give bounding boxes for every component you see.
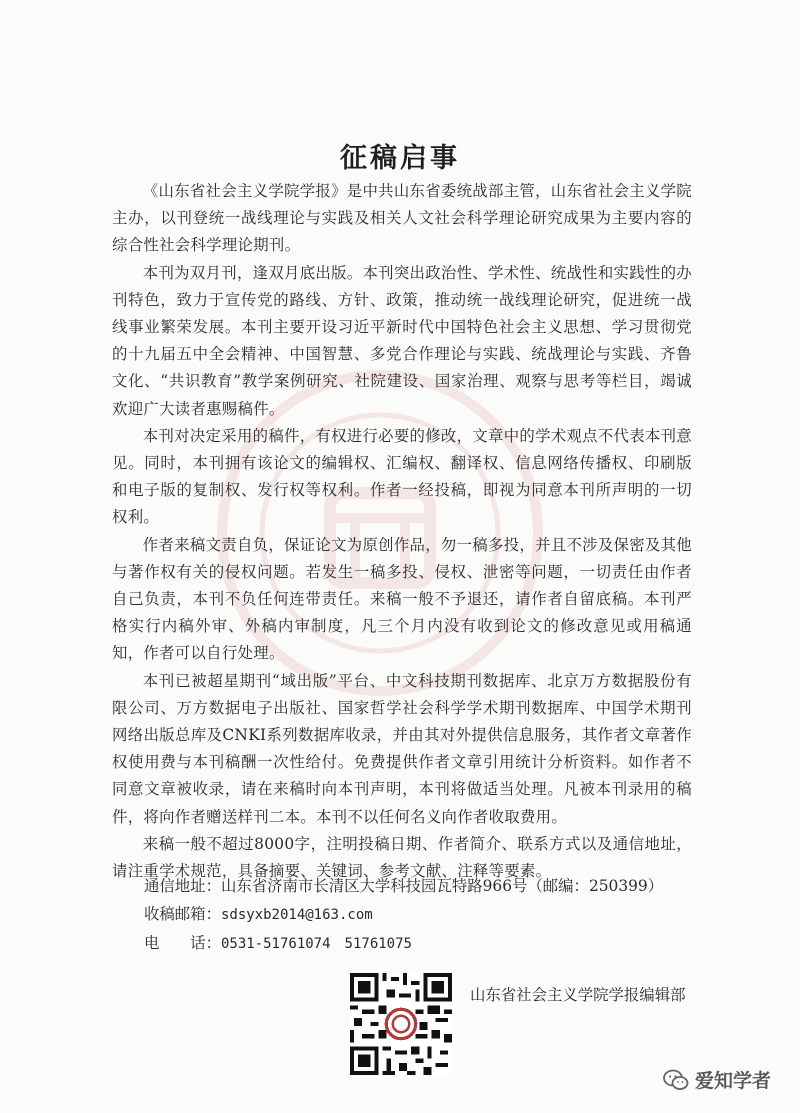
email-value[interactable]: sdsyxb2014@163.com — [220, 907, 373, 923]
phone-row — [144, 929, 744, 958]
address-value: 山东省济南市长清区大学科技园瓦特路966号（邮编：250399） — [220, 877, 664, 895]
paragraph: 本刊已被超星期刊“域出版”平台、中文科技期刊数据库、北京万方数据股份有限公司、万方数据电子出版社、国家哲学社会科学学术期刊数据库、中国学术期刊网络出版总库及CNKI系列数据库收录，并由其对外提供信息服务，其作者文章著作权使用费与本刊稿酬一次性给付。免费提供作者文章引用统计分析资料。如作者不同意文章被收录，请在来稿时向本刊声明，本刊将做适当处理。凡被本刊录用的稿件，将向作者赠送样刊二本。本刊不以任何名义向作者收取费用。 — [112, 671, 692, 826]
brand-watermark — [663, 1066, 771, 1093]
editor-signature: 山东省社会主义学院学报编辑部 — [470, 986, 686, 1004]
paragraph: 来稿一般不超过8000字，注明投稿日期、作者简介、联系方式以及通信地址，请注重学术规范，具备摘要、关键词、参考文献、注释等要素。 — [112, 834, 692, 881]
page-title: 征稿启事 — [340, 143, 460, 174]
address-label: 通信地址： — [144, 877, 221, 895]
brand-name: 爱知学者 — [695, 1070, 772, 1092]
contact-info — [144, 872, 744, 958]
phone-label: 电 话： — [144, 934, 221, 952]
qr-code-icon[interactable] — [350, 973, 452, 1075]
wechat-icon — [663, 1069, 689, 1091]
address-row — [144, 872, 744, 900]
paragraph: 本刊为双月刊，逢双月底出版。本刊突出政治性、学术性、统战性和实践性的办刊特色，致力于宣传党的路线、方针、政策，推动统一战线理论研究，促进统一战线事业繁荣发展。本刊主要开设习近平新时代中国特色社会主义思想、学习贯彻党的十九届五中全会精神、中国智慧、多党合作理论与实践、统战理论与实践、齐鲁文化、“共识教育”教学案例研究、社院建设、国家治理、观察与思考等栏目，竭诚欢迎广大读者惠赐稿件。 — [112, 263, 692, 418]
paragraph: 本刊对决定采用的稿件，有权进行必要的修改，文章中的学术观点不代表本刊意见。同时，本刊拥有该论文的编辑权、汇编权、翻译权、信息网络传播权、印刷版和电子版的复制权、发行权等权利。作者一经投稿，即视为同意本刊所声明的一切权利。 — [112, 426, 692, 527]
phone-value: 0531-51761074 51761075 — [220, 936, 412, 952]
notice-body — [112, 178, 692, 885]
paragraph: 《山东省社会主义学院学报》是中共山东省委统战部主管，山东省社会主义学院主办，以刊登统一战线理论与实践及相关人文社会科学理论研究成果为主要内容的综合性社会科学理论期刊。 — [112, 182, 692, 255]
email-row — [144, 900, 744, 929]
paragraph: 作者来稿文责自负，保证论文为原创作品，勿一稿多投，并且不涉及保密及其他与著作权有关的侵权问题。若发生一稿多投、侵权、泄密等问题，一切责任由作者自己负责，本刊不负任何连带责任。来稿一般不予退还，请作者自留底稿。本刊严格实行内稿外审、外稿内审制度，凡三个月内没有收到论文的修改意见或用稿通知，作者可以自行处理。 — [112, 535, 692, 663]
email-label: 收稿邮箱： — [144, 905, 221, 923]
